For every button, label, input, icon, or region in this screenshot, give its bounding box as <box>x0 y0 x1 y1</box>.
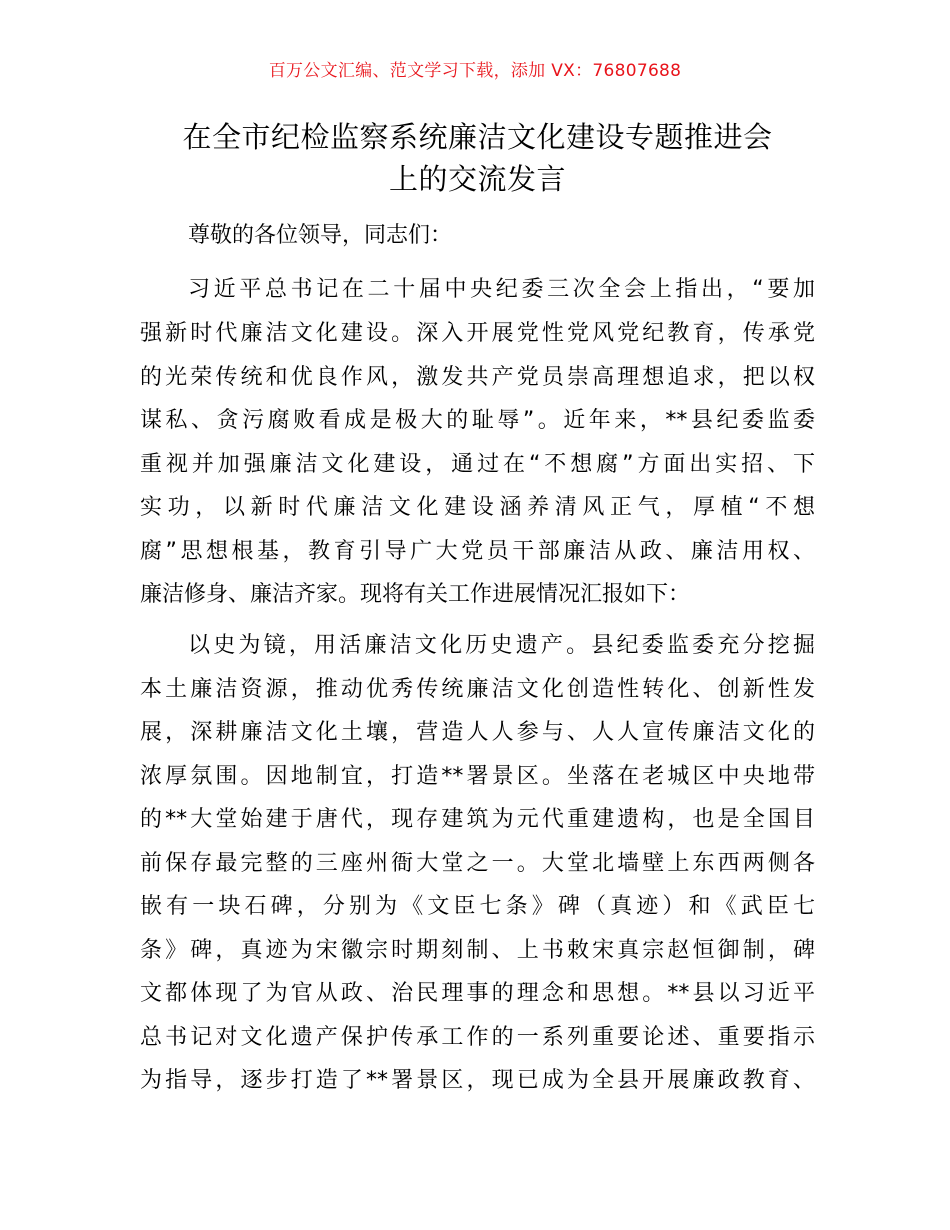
salutation: 尊敬的各位领导，同志们： <box>188 223 453 248</box>
text-line: 以史为镜，用活廉洁文化历史遗产。县纪委监委充分挖掘 <box>188 633 815 658</box>
text-line: 谋私、贪污腐败看成是极大的耻辱”。近年来，**县纪委监委 <box>140 408 815 433</box>
text-line: 强新时代廉洁文化建设。深入开展党性党风党纪教育，传承党 <box>140 321 815 346</box>
text-line: 习近平总书记在二十届中央纪委三次全会上指出，“要加 <box>188 277 815 302</box>
text-line: 文都体现了为官从政、治民理事的理念和思想。**县以习近平 <box>140 981 815 1006</box>
watermark-header: 百万公文汇编、范文学习下载，添加 VX：76807688 <box>268 61 682 81</box>
title-line-1: 在全市纪检监察系统廉洁文化建设专题推进会 <box>182 120 773 154</box>
text-line: 浓厚氛围。因地制宜，打造**署景区。坐落在老城区中央地带 <box>140 764 815 789</box>
text-line: 的**大堂始建于唐代，现存建筑为元代重建遗构，也是全国目 <box>140 807 815 832</box>
text-line: 前保存最完整的三座州衙大堂之一。大堂北墙壁上东西两侧各 <box>140 851 815 876</box>
text-line: 总书记对文化遗产保护传承工作的一系列重要论述、重要指示 <box>140 1025 815 1050</box>
text-line: 条》碑，真迹为宋徽宗时期刻制、上书敕宋真宗赵恒御制，碑 <box>140 938 815 963</box>
text-line: 的光荣传统和优良作风，激发共产党员崇高理想追求，把以权 <box>140 365 815 390</box>
title-line-2: 上的交流发言 <box>388 162 566 196</box>
text-line: 嵌有一块石碑，分别为《文臣七条》碑（真迹）和《武臣七 <box>140 894 815 919</box>
text-line: 展，深耕廉洁文化土壤，营造人人参与、人人宣传廉洁文化的 <box>140 720 815 745</box>
text-line: 实功，以新时代廉洁文化建设涵养清风正气，厚植“不想 <box>140 495 815 520</box>
text-line: 为指导，逐步打造了**署景区，现已成为全县开展廉政教育、 <box>140 1068 815 1093</box>
text-line: 廉洁修身、廉洁齐家。现将有关工作进展情况汇报如下： <box>140 582 691 607</box>
text-line: 重视并加强廉洁文化建设，通过在“不想腐”方面出实招、下 <box>140 452 815 477</box>
document-title <box>140 116 815 200</box>
text-line: 腐”思想根基，教育引导广大党员干部廉洁从政、廉洁用权、 <box>140 539 815 564</box>
text-line: 本土廉洁资源，推动优秀传统廉洁文化创造性转化、创新性发 <box>140 677 815 702</box>
